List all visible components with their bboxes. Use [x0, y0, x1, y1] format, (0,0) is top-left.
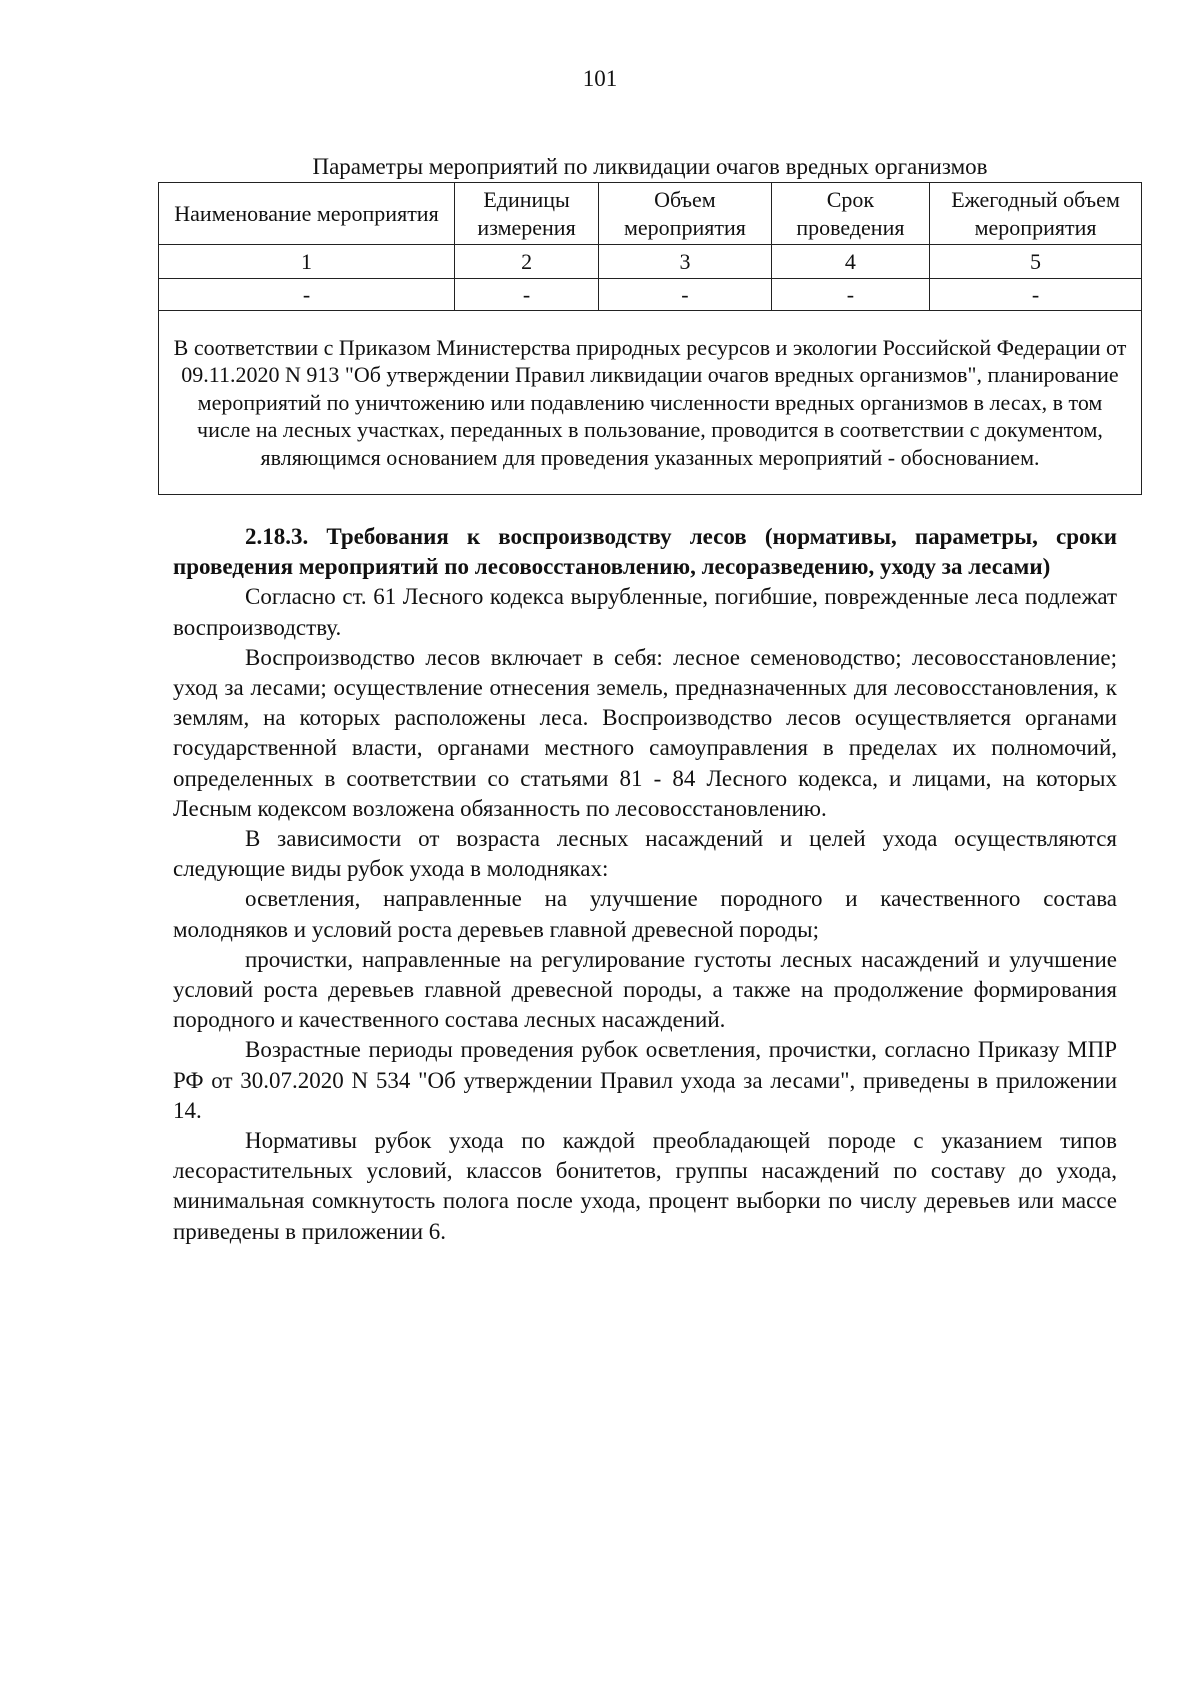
paragraph: Воспроизводство лесов включает в себя: лесное семеноводство; лесовосстановление; уход за лесами; осуществление отнесения земель, предназначенных для лесовосстановления, к землям, на которых расположены леса. Воспроизводство лесов осуществляется органами государственной власти, органами местного самоуправления в пределах их полномочий, определенных в соответствии со статьями 81 - 84 Лесного кодекса, и лицами, на которых Лесным кодексом возложена обязанность по лесовосстановлению. — [173, 644, 1117, 821]
paragraph: В зависимости от возраста лесных насаждений и целей ухода осуществляются следующие виды рубок ухода в молодняках: — [173, 826, 1117, 882]
table-row — [159, 279, 1142, 311]
table-cell: - — [159, 279, 455, 311]
table-note: В соответствии с Приказом Министерства природных ресурсов и экологии Российской Федерации от 09.11.2020 N 913 "Об утверждении Правил ликвидации очагов вредных организмов", планирование мероприятий по уничтожению или подавлению численности вредных организмов в лесах, в том числе на лесных участках, переданных в пользование, проводится в соответствии с документом, являющимся основанием для проведения указанных мероприятий - обоснованием. — [159, 311, 1142, 495]
table-column-number-row — [159, 245, 1142, 279]
column-number-cell: 3 — [599, 245, 772, 279]
column-number-cell: 2 — [454, 245, 598, 279]
paragraph: прочистки, направленные на регулирование густоты лесных насаждений и улучшение условий роста деревьев главной древесной породы, а также на продолжение формирования породного и качественного состава лесных насаждений. — [173, 946, 1117, 1033]
table-note-row — [159, 311, 1142, 495]
paragraph: Согласно ст. 61 Лесного кодекса вырубленные, погибшие, поврежденные леса подлежат воспроизводству. — [173, 584, 1117, 640]
column-number-cell: 4 — [771, 245, 929, 279]
column-number-cell: 1 — [159, 245, 455, 279]
header-cell: Объем мероприятия — [599, 183, 772, 245]
table-header-row — [159, 183, 1142, 245]
paragraph: Нормативы рубок ухода по каждой преобладающей породе с указанием типов лесорастительных условий, классов бонитетов, группы насаждений по составу до ухода, минимальная сомкнутость полога после ухода, процент выборки по числу деревьев или массе приведены в приложении 6. — [173, 1128, 1117, 1244]
paragraph: Возрастные периоды проведения рубок осветления, прочистки, согласно Приказу МПР РФ от 30.07.2020 N 534 "Об утверждении Правил ухода за лесами", приведены в приложении 14. — [173, 1037, 1117, 1123]
column-number-cell: 5 — [930, 245, 1142, 279]
header-cell: Единицы измерения — [454, 183, 598, 245]
paragraph: осветления, направленные на улучшение породного и качественного состава молодняков и условий роста деревьев главной древесной породы; — [173, 886, 1117, 942]
parameters-table — [158, 182, 1142, 495]
table-cell: - — [771, 279, 929, 311]
section-body — [173, 522, 1117, 1247]
header-cell: Срок проведения — [771, 183, 929, 245]
table-cell: - — [599, 279, 772, 311]
table-caption: Параметры мероприятий по ликвидации очагов вредных организмов — [312, 154, 988, 179]
table-cell: - — [930, 279, 1142, 311]
header-cell: Наименование мероприятия — [159, 183, 455, 245]
header-cell: Ежегодный объем мероприятия — [930, 183, 1142, 245]
section-heading: 2.18.3. Требования к воспроизводству лесов (нормативы, параметры, сроки проведения мероприятий по лесовосстановлению, лесоразведению, уходу за лесами) — [173, 524, 1117, 580]
table-cell: - — [454, 279, 598, 311]
page-number: 101 — [582, 66, 618, 91]
